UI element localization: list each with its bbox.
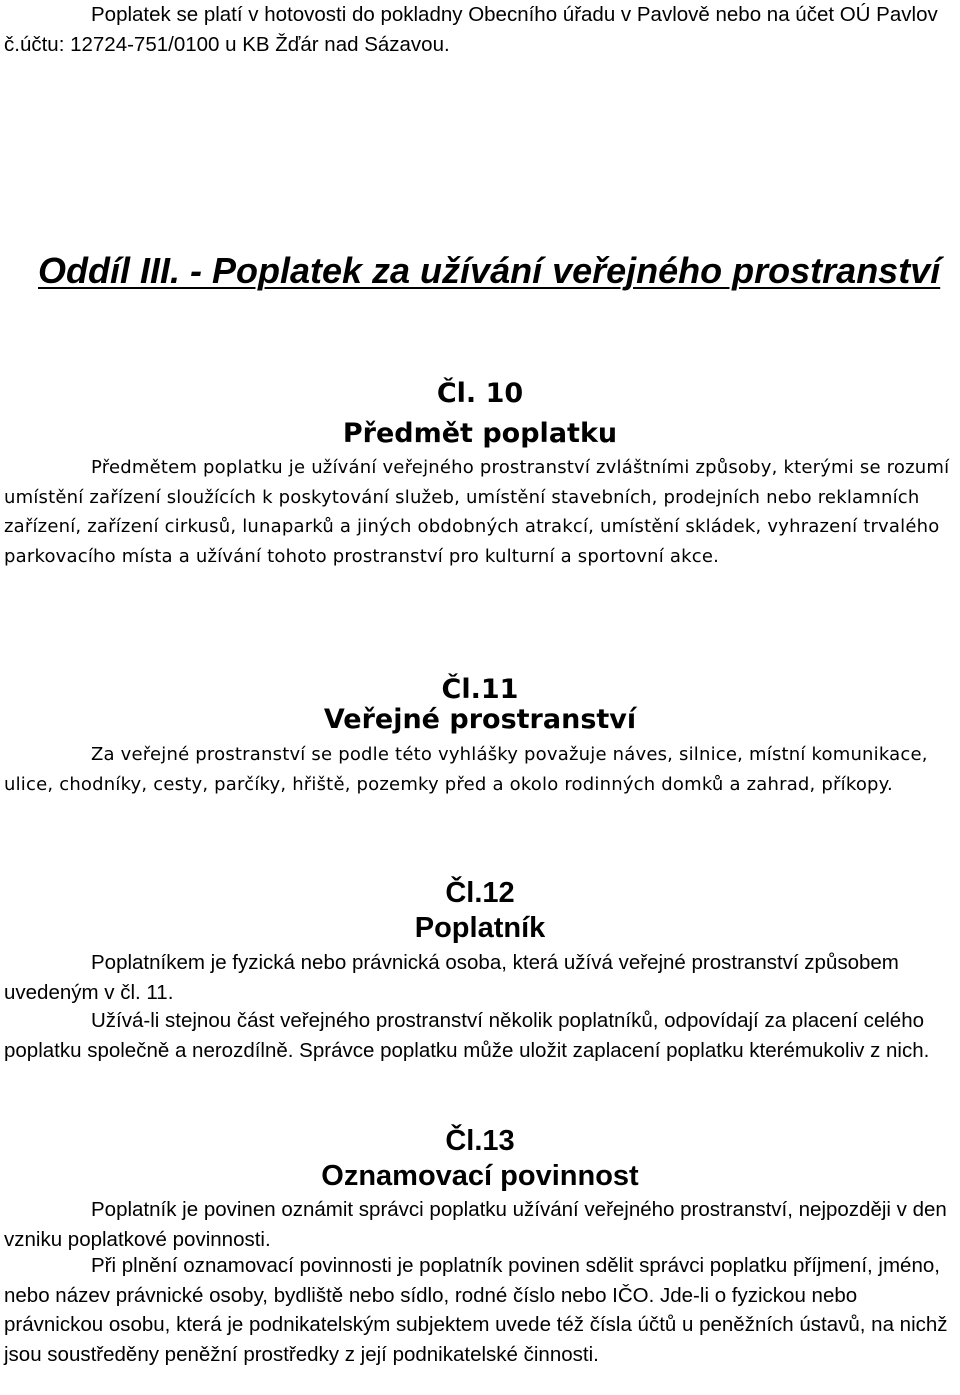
article-13-paragraph-1: Poplatník je povinen oznámit správci poplatku užívání veřejného prostranství, nejpozději v den vzniku poplatkové povinnosti.	[4, 1198, 947, 1251]
article-11-title: Veřejné prostranství	[323, 704, 637, 735]
article-12-paragraph-2: Užívá-li stejnou část veřejného prostranství několik poplatníků, odpovídají za placení celého poplatku společně a nerozdílně. Správce poplatku může uložit zaplacení poplatku kterémukoliv z nich.	[4, 1009, 930, 1062]
article-12-number: Čl.12	[445, 877, 515, 909]
article-10-number: Čl. 10	[436, 378, 524, 409]
article-12-paragraph-1: Poplatníkem je fyzická nebo právnická osoba, která užívá veřejné prostranství způsobem uvedeným v čl. 11.	[4, 951, 899, 1004]
section-heading-text: Oddíl III. - Poplatek za užívání veřejného prostranství	[38, 250, 941, 291]
intro-paragraph: Poplatek se platí v hotovosti do pokladny Obecního úřadu v Pavlově nebo na účet OÚ Pavlov č.účtu: 12724-751/0100 u KB Žďár nad Sázavou.	[4, 3, 938, 56]
article-13-number: Čl.13	[445, 1125, 515, 1157]
article-11-paragraph-1: Za veřejné prostranství se podle této vyhlášky považuje náves, silnice, místní komunikace, ulice, chodníky, cesty, parčíky, hřiště, pozemky před a okolo rodinných domků a zahrad, příkopy.	[4, 744, 928, 795]
article-10-title: Předmět poplatku	[342, 418, 618, 449]
article-10-paragraph-1: Předmětem poplatku je užívání veřejného prostranství zvláštními způsoby, kterými se rozumí umístění zařízení sloužících k poskytování služeb, umístění stavebních, prodejních nebo reklamních zařízení, zařízení cirkusů, lunaparků a jiných obdobných atrakcí, umístění skládek, vyhrazení trvalého parkovacího místa a užívání tohoto prostranství pro kulturní a sportovní akce.	[4, 457, 950, 567]
article-13-paragraph-2: Při plnění oznamovací povinnosti je poplatník povinen sdělit správci poplatku příjmení, jméno, nebo název právnické osoby, bydliště nebo sídlo, rodné číslo nebo IČO. Jde-li o fyzickou nebo právnickou osobu, která je podnikatelským subjektem uvede též čísla účtů u peněžních ústavů, na nichž jsou soustředěny peněžní prostředky z její podnikatelské činnosti.	[4, 1254, 948, 1366]
article-12-title: Poplatník	[414, 912, 546, 944]
article-11-number: Čl.11	[441, 674, 519, 705]
article-13-title: Oznamovací povinnost	[321, 1160, 639, 1192]
section-heading	[38, 250, 960, 292]
